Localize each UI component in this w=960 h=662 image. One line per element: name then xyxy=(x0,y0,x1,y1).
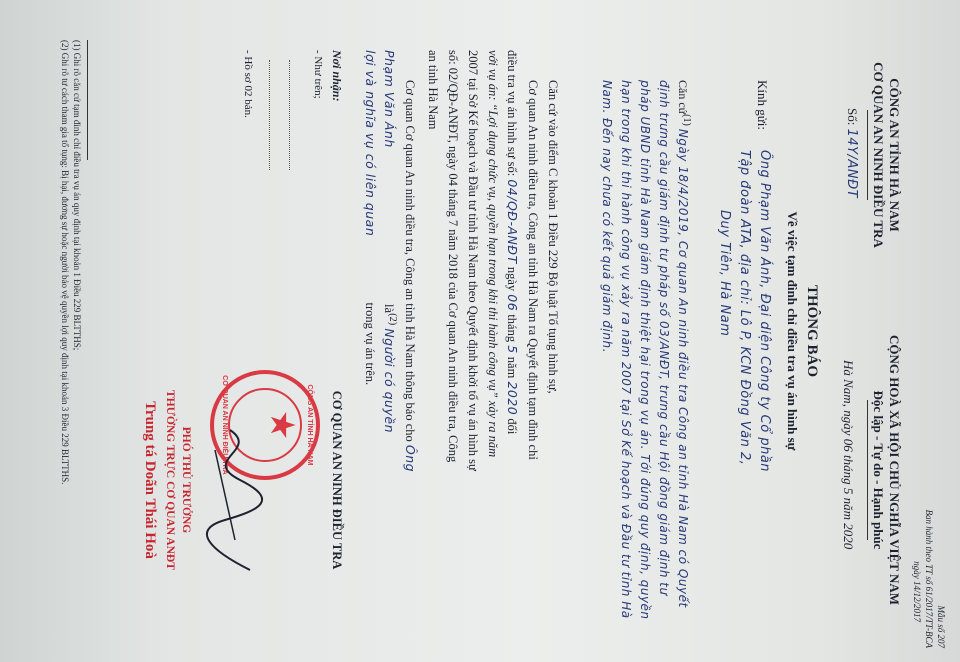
stamp-ring-text: CÔNG AN TỈNH HÀ NAM xyxy=(306,384,313,466)
recipients-item-2: - Hồ sơ 02 bản. xyxy=(242,50,254,118)
recipients-blank-1 xyxy=(289,60,290,170)
paragraph-basis: Căn cứ$^{(1)}$ Ngày 18/4/2019, Cơ quan An ninh điều tra Công an tỉnh Hà Nam có Quyết định trưng cầu giám định tư pháp số 03/ANĐT, trưng cầu Hội đồng giám định tư pháp UBND tỉnh Hà Nam giám định thiệt hại trong vụ án. Tới đúng quy định, quyền hạn trong khi thi hành công vụ xảy ra năm 2007 tại Sở Kế hoạch và Đầu tư tỉnh Hà Nam. Đến nay chưa có kết quả giám định. xyxy=(600,80,692,620)
paragraph-legal-basis: Căn cứ vào điểm C khoản 1 Điều 229 Bộ luật Tố tụng hình sự, xyxy=(546,80,560,394)
paragraph-notice-1 xyxy=(402,80,418,472)
recipient-line3: Duy Tiên, Hà Nam xyxy=(717,210,732,337)
doc-title: THÔNG BÁO xyxy=(804,284,820,378)
decision-prefix: điều tra vụ án hình sự số: xyxy=(505,50,519,177)
recipients-item-1: - Như trên; xyxy=(312,50,324,99)
footnote-2: (2) Ghi rõ tư cách tham gia tố tụng: Bị hại, đương sự hoặc người bảo vệ quyền lợi quy định tại khoản 3 Điều 229 BLTTHS. xyxy=(60,40,70,485)
nation-motto: Độc lập - Tự do - Hạnh phúc xyxy=(871,390,886,550)
stamp-bottom-text: CƠ QUAN AN NINH ĐIỀU TRA xyxy=(221,375,228,475)
decision-month: 5 xyxy=(505,345,520,354)
handwritten-signature xyxy=(190,420,270,580)
decision-year: 2020 xyxy=(505,381,520,416)
paragraph-notice-3 xyxy=(362,50,378,385)
doc-subtitle: Về việc tạm đình chỉ điều tra vụ án hình sự xyxy=(785,211,800,451)
footnote-1: (1) Ghi rõ căn cứ tạm đình chỉ điều tra vụ án quy định tại khoản 1 Điều 229 BLTTHS; xyxy=(72,40,82,351)
paragraph-decision-1: Cơ quan An ninh điều tra, Công an tỉnh Hà Nam ra Quyết định tạm đình chỉ xyxy=(526,80,540,460)
doc-number xyxy=(844,108,860,198)
paragraph-decision-2 xyxy=(504,50,520,434)
nation-title: CỘNG HOÀ XÃ HỘI CHỦ NGHĨA VIỆT NAM xyxy=(887,334,902,606)
notice-role: Người có quyền xyxy=(381,328,397,433)
decision-year-label: năm xyxy=(505,356,519,379)
agency-name: CƠ QUAN AN NINH ĐIỀU TRA xyxy=(871,62,886,248)
signature-role-2: THƯỜNG TRỰC CƠ QUAN ANĐT xyxy=(164,390,176,570)
recipients-blank-2 xyxy=(269,60,270,170)
agency-underline xyxy=(867,110,868,200)
signature-stroke-2 xyxy=(215,450,235,540)
notice-text: Cơ quan Cơ quan An ninh điều tra, Công an tỉnh Hà Nam thông báo cho xyxy=(403,80,417,442)
signature-name: Trung tá Doãn Thái Hoà xyxy=(142,401,158,559)
signature-role-1: PHÓ THỦ TRƯỞNG xyxy=(180,426,192,534)
footnote-rule xyxy=(87,40,88,160)
form-code: Mẫu số 207 xyxy=(936,605,946,648)
recipient-line1: Ông Phạm Văn Ánh, Đại diện Công ty Cổ phần xyxy=(757,150,772,473)
notice-suffix: trong vụ án trên. xyxy=(363,302,377,386)
doc-number-value: 14Y/ANĐT xyxy=(844,128,859,199)
recipients-label: Nơi nhận: xyxy=(330,50,344,102)
form-ref: Ban hành theo TT số 61/2017/TT-BCA xyxy=(924,509,934,648)
agency-parent: CÔNG AN TỈNH HÀ NAM xyxy=(887,78,902,232)
star-icon: ★ xyxy=(263,409,300,441)
signature-agency: CƠ QUAN AN NINH ĐIỀU TRA xyxy=(330,390,344,570)
doc-number-label: Số: xyxy=(845,108,860,126)
place-date: Hà Nam, ngày 06 tháng 5 năm 2020 xyxy=(841,360,856,550)
form-date: ngày 14/12/2017 xyxy=(912,561,922,622)
paragraph-decision-4: 2007 tại Sở Kế hoạch và Đầu tư tỉnh Hà Nam theo Quyết định khởi tố vụ án hình sự xyxy=(466,50,480,471)
paragraph-notice-2: Phạm Văn Ánh $là^{(2)}$ Người có quyền xyxy=(381,50,398,433)
notice-person: Phạm Văn Ánh xyxy=(381,50,397,148)
basis-prefix: Căn cứ xyxy=(676,80,690,115)
basis-handwritten: Ngày 18/4/2019, Cơ quan An ninh điều tra Công an tỉnh Hà Nam có Quyết định trưng cầu giám định tư pháp số 03/ANĐT, trưng cầu Hội đồng giám định tư pháp UBND tỉnh Hà Nam giám định thiệt hại trong vụ án. Tới đúng quy định, quyền hạn trong khi thi hành công vụ xảy ra năm 2007 tại Sở Kế hoạch và Đầu tư tỉnh Hà Nam. Đến nay chưa có kết quả giám định. xyxy=(600,80,690,620)
paragraph-decision-5: số: 02/QĐ-ANĐT, ngày 04 tháng 7 năm 2018 của Cơ quan An ninh điều tra, Công xyxy=(446,50,460,463)
recipient-label: Kính gửi: xyxy=(755,80,770,131)
recipient-line2: Tập đoàn ATA, địa chỉ: Lô P, KCN Đồng Văn 2, xyxy=(737,150,752,466)
notice-is-label: là xyxy=(381,304,396,314)
decision-number: 04/QĐ-ANĐT xyxy=(505,179,520,264)
decision-day: 06 xyxy=(505,294,520,312)
decision-month-label: tháng xyxy=(505,314,519,343)
decision-suffix: đối xyxy=(505,418,519,435)
paragraph-decision-6: an tỉnh Hà Nam xyxy=(426,50,440,130)
notice-role-cont: lợi và nghĩa vụ có liên quan xyxy=(363,50,378,237)
motto-underline xyxy=(867,400,868,540)
decision-day-label: ngày xyxy=(505,266,519,292)
notice-title: Ông xyxy=(403,444,418,473)
paragraph-decision-3: với vụ án: “Lợi dụng chức vụ, quyền hạn trong khi thi hành công vụ” xảy ra năm xyxy=(486,50,500,458)
